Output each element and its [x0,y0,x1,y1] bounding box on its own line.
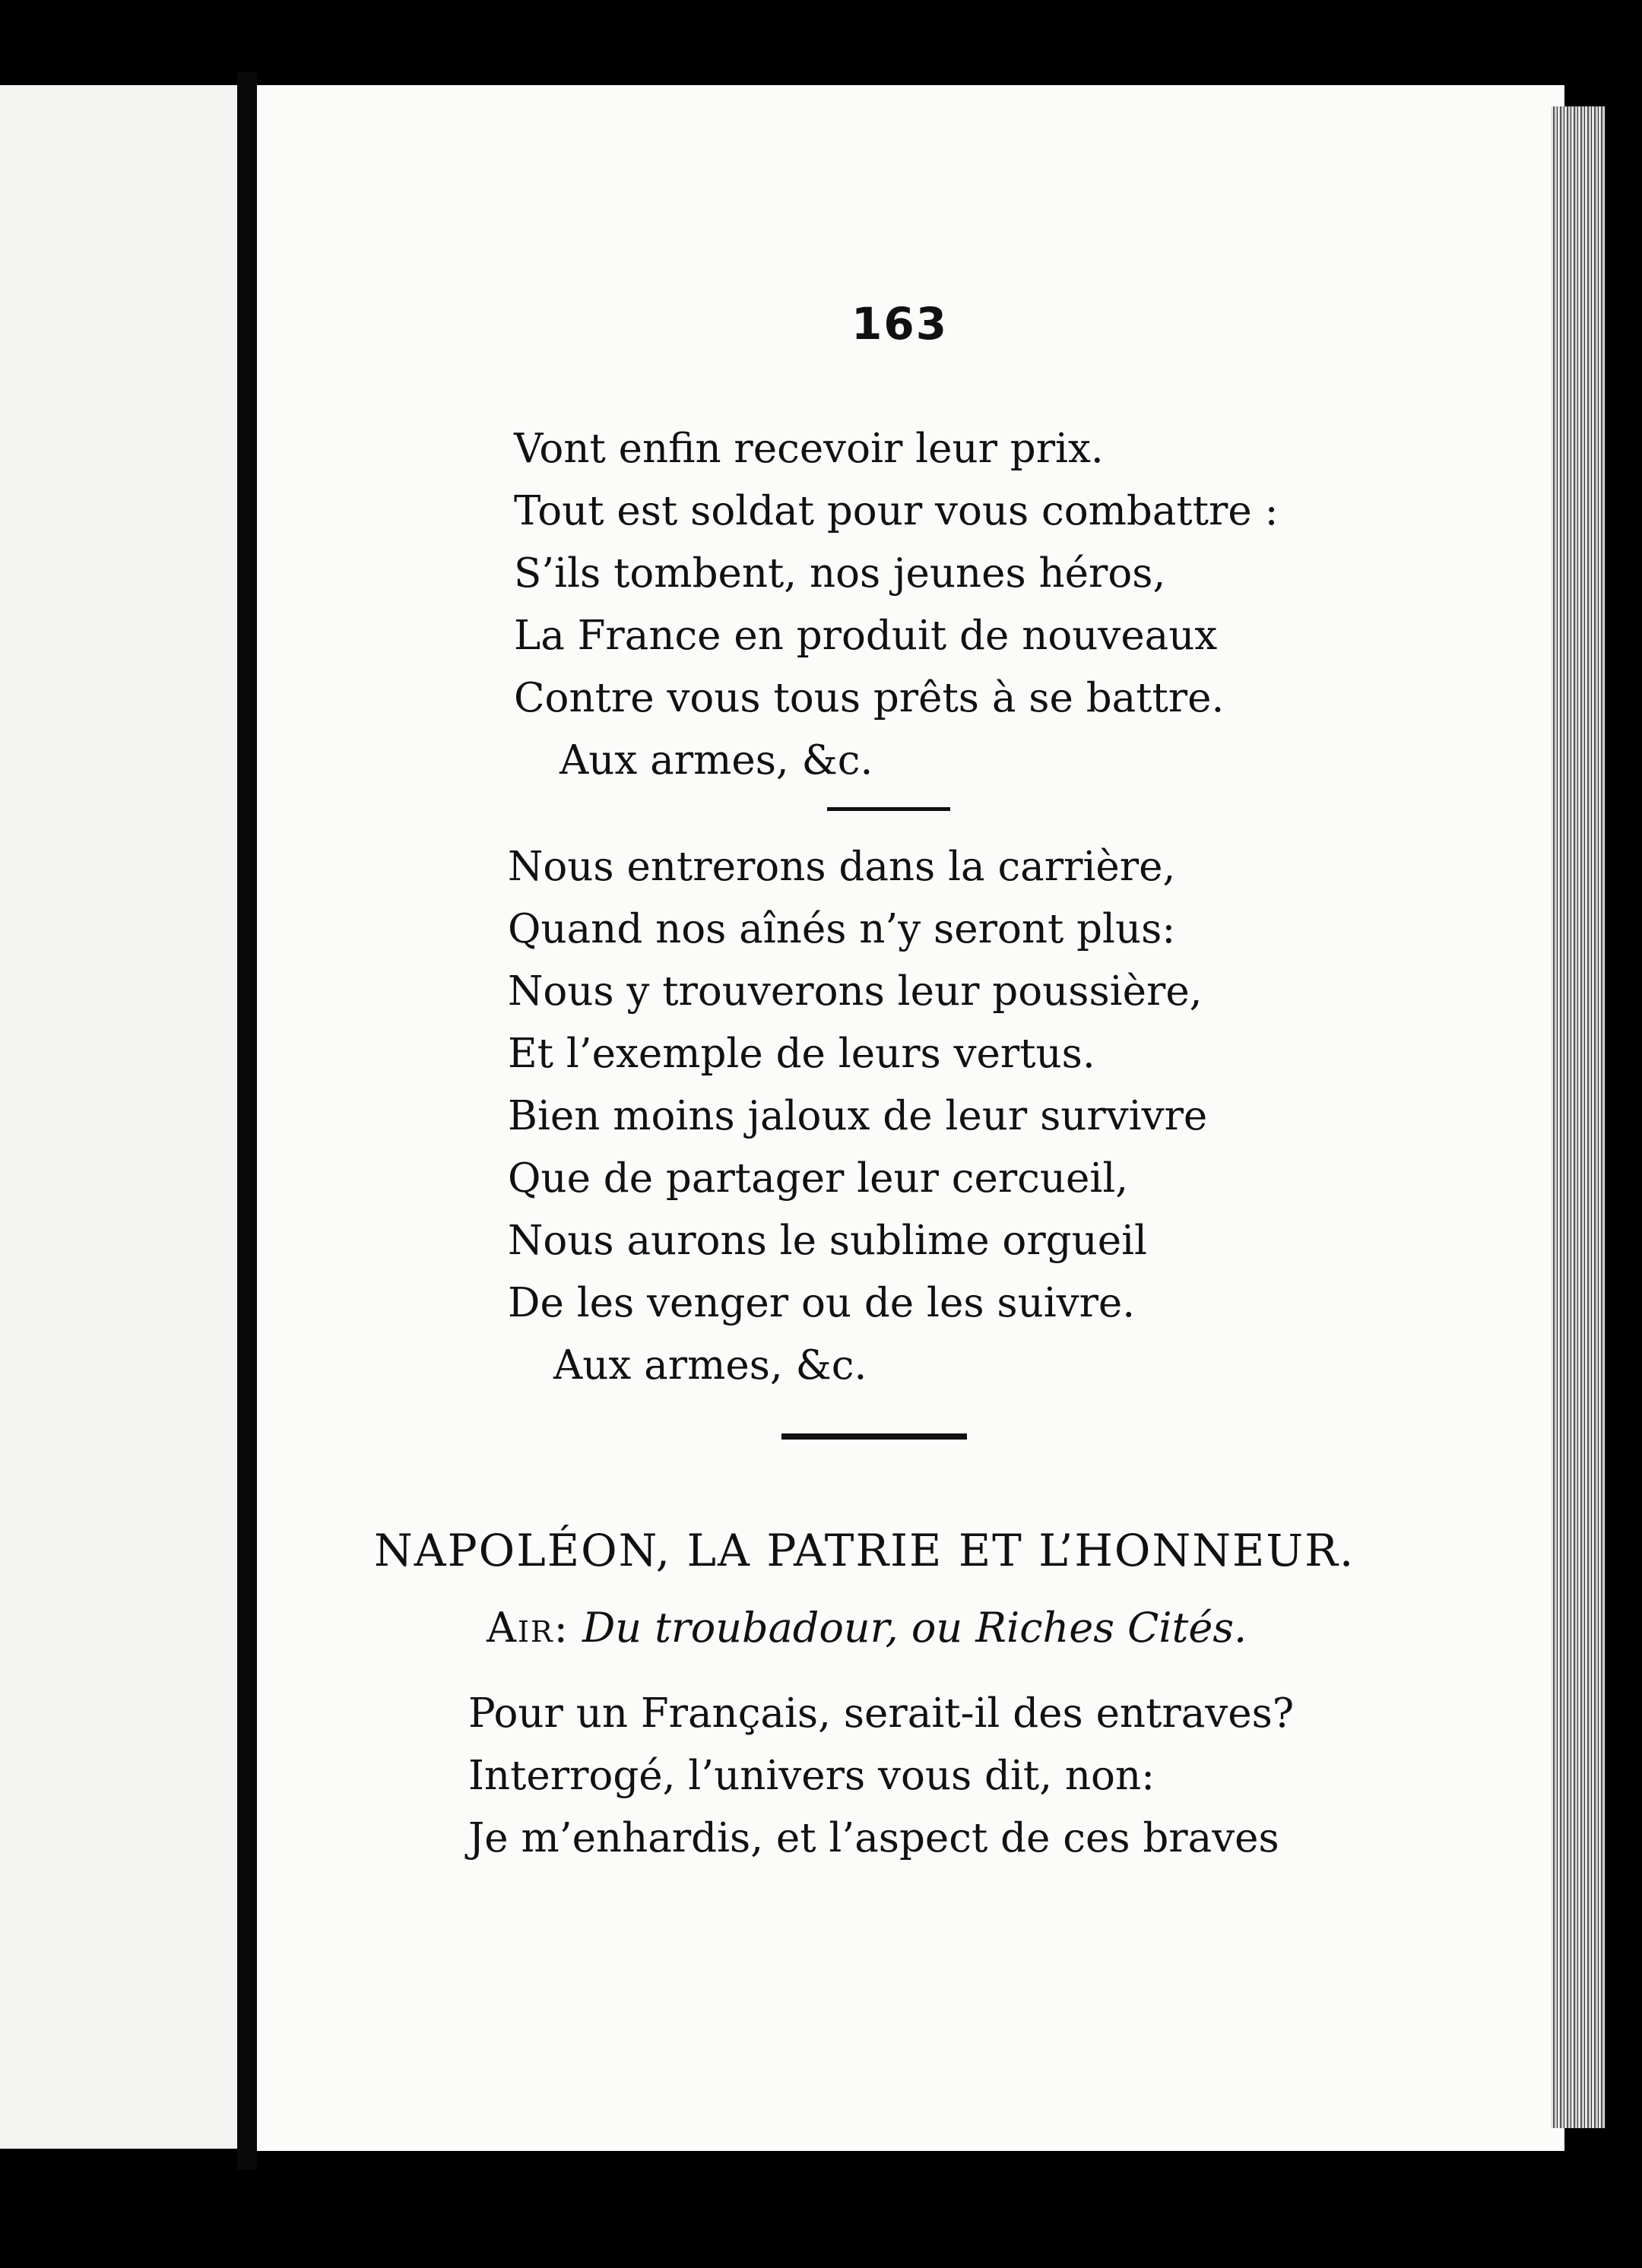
stanza-1 [514,418,1278,792]
refrain-line: Aux armes, &c. [559,737,873,784]
song-title: NAPOLÉON, LA PATRIE ET L’HONNEUR. [374,1525,1355,1576]
verse-line: Pour un Français, serait-il des entraves? [468,1690,1295,1737]
verse-line: Nous aurons le sublime orgueil [508,1218,1147,1264]
facing-page [0,85,237,2149]
section-divider [781,1433,967,1440]
air-tune: Du troubadour, ou Riches Cités. [582,1604,1247,1652]
verse-line: Que de partager leur cercueil, [508,1155,1129,1202]
verse-line: Nous y trouverons leur poussière, [508,968,1203,1015]
verse-line: Et l’exemple de leurs vertus. [508,1031,1095,1077]
verse-line: Vont enfin recevoir leur prix. [514,426,1104,472]
stanza-2 [508,836,1207,1397]
refrain-line: Aux armes, &c. [553,1342,867,1389]
page-number: 163 [851,298,949,350]
air-line [487,1604,1247,1652]
verse-line: De les venger ou de les suivre. [508,1280,1136,1326]
verse-line: Contre vous tous prêts à se battre. [514,675,1225,721]
stanza-3 [468,1683,1294,1870]
book-gutter [237,72,257,2170]
verse-line: Tout est soldat pour vous combattre : [514,488,1279,534]
verse-line: Je m’enhardis, et l’aspect de ces braves [468,1815,1279,1861]
verse-line: La France en produit de nouveaux [514,613,1218,659]
air-label: Air: [487,1604,569,1652]
verse-line: Interrogé, l’univers vous dit, non: [468,1753,1155,1799]
verse-line: Bien moins jaloux de leur survivre [508,1093,1208,1139]
verse-line: Nous entrerons dans la carrière, [508,844,1176,890]
verse-line: S’ils tombent, nos jeunes héros, [514,550,1166,597]
verse-line: Quand nos aînés n’y seront plus: [508,906,1176,952]
page-edges [1551,106,1606,2128]
stanza-divider [827,807,950,811]
